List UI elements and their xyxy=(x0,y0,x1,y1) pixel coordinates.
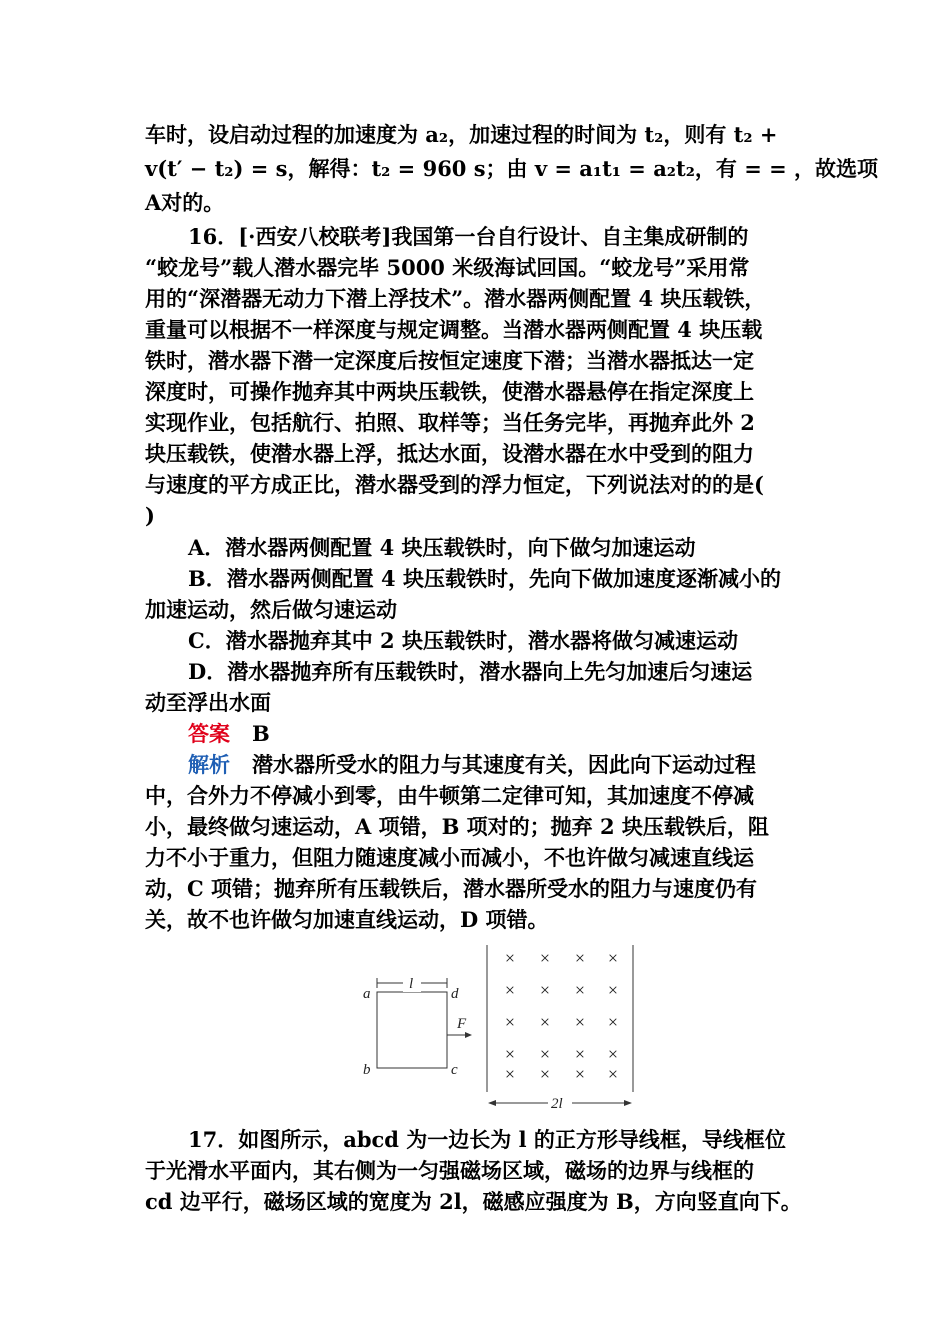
label-2l: 2l xyxy=(551,1096,563,1112)
question-16-line: 铁时，潜水器下潜一定深度后按恒定速度下潜；当潜水器抵达一定 xyxy=(145,348,754,373)
field-cross: × xyxy=(504,980,516,1000)
field-cross: × xyxy=(574,948,586,968)
analysis-line: 动，C 项错；抛弃所有压载铁后，潜水器所受水的阻力与速度仍有 xyxy=(145,876,758,901)
option-b-cont: 加速运动，然后做匀速运动 xyxy=(145,597,397,622)
field-cross: × xyxy=(539,1044,551,1064)
field-cross: × xyxy=(574,1064,586,1084)
label-a: a xyxy=(363,986,371,1002)
question-17-line: 于光滑水平面内，其右侧为一匀强磁场区域，磁场的边界与线框的 xyxy=(145,1158,754,1183)
field-cross: × xyxy=(607,980,619,1000)
para-line: A对的。 xyxy=(145,190,225,215)
analysis-line: 小，最终做匀速运动，A 项错，B 项对的；抛弃 2 块压载铁后，阻 xyxy=(145,814,769,839)
label-l: l xyxy=(409,976,414,992)
label-b: b xyxy=(363,1062,371,1078)
field-cross: × xyxy=(504,1044,516,1064)
question-16-line: ) xyxy=(145,503,155,528)
magnetic-field-diagram xyxy=(355,940,655,1120)
field-cross: × xyxy=(574,1012,586,1032)
answer-label: 答案 xyxy=(188,721,230,746)
para-line: v(t′ − t₂) = s，解得：t₂ = 960 s；由 v = a₁t₁ = a₂t₂，有 = = ，故选项 xyxy=(145,156,879,181)
question-16-line: “蛟龙号”载人潜水器完毕 5000 米级海试回国。“蛟龙号”采用常 xyxy=(145,255,750,280)
field-cross: × xyxy=(574,1044,586,1064)
question-16-line: 重量可以根据不一样深度与规定调整。当潜水器两侧配置 4 块压载 xyxy=(145,317,763,342)
field-cross: × xyxy=(539,1064,551,1084)
question-16-line: 块压载铁，使潜水器上浮，抵达水面，设潜水器在水中受到的阻力 xyxy=(145,441,754,466)
field-cross: × xyxy=(504,948,516,968)
question-16-line: 16．[·西安八校联考]我国第一台自行设计、自主集成研制的 xyxy=(188,224,749,249)
label-d: d xyxy=(451,986,459,1002)
question-16-line: 与速度的平方成正比，潜水器受到的浮力恒定，下列说法对的的是( xyxy=(145,472,764,497)
analysis-line: 关，故不也许做匀加速直线运动，D 项错。 xyxy=(145,907,549,932)
analysis-label: 解析 xyxy=(188,752,230,777)
field-cross: × xyxy=(539,948,551,968)
label-c: c xyxy=(451,1062,458,1078)
field-cross: × xyxy=(504,1064,516,1084)
answer-value: B xyxy=(251,721,270,746)
option-b: B．潜水器两侧配置 4 块压载铁时，先向下做加速度逐渐减小的 xyxy=(188,566,781,591)
analysis-line: 中，合外力不停减小到零，由牛顿第二定律可知，其加速度不停减 xyxy=(145,783,754,808)
question-16-line: 用的“深潜器无动力下潜上浮技术”。潜水器两侧配置 4 块压载铁， xyxy=(145,286,766,311)
question-16-line: 实现作业，包括航行、拍照、取样等；当任务完毕，再抛弃此外 2 xyxy=(145,410,755,435)
analysis-line xyxy=(188,750,815,780)
label-F: F xyxy=(457,1016,467,1032)
wire-frame xyxy=(377,992,447,1068)
field-cross: × xyxy=(574,980,586,1000)
field-cross: × xyxy=(539,980,551,1000)
field-cross: × xyxy=(607,1064,619,1084)
field-cross: × xyxy=(607,1012,619,1032)
analysis-line: 力不小于重力，但阻力随速度减小而减小，不也许做匀减速直线运 xyxy=(145,845,754,870)
field-cross: × xyxy=(539,1012,551,1032)
field-cross: × xyxy=(607,1044,619,1064)
field-crosses xyxy=(505,948,618,1084)
option-d: D．潜水器抛弃所有压载铁时，潜水器向上先匀加速后匀速运 xyxy=(188,659,753,684)
option-c: C．潜水器抛弃其中 2 块压载铁时，潜水器将做匀减速运动 xyxy=(188,628,738,653)
option-a: A．潜水器两侧配置 4 块压载铁时，向下做匀加速运动 xyxy=(188,535,696,560)
field-cross: × xyxy=(504,1012,516,1032)
question-17-line: cd 边平行，磁场区域的宽度为 2l，磁感应强度为 B，方向竖直向下。 xyxy=(145,1189,802,1214)
option-d-cont: 动至浮出水面 xyxy=(145,690,271,715)
answer-line xyxy=(188,719,815,749)
question-16-line: 深度时，可操作抛弃其中两块压载铁，使潜水器悬停在指定深度上 xyxy=(145,379,754,404)
para-line: 车时，设启动过程的加速度为 a₂，加速过程的时间为 t₂，则有 t₂ + xyxy=(145,122,778,147)
question-17-line: 17．如图所示，abcd 为一边长为 l 的正方形导线框，导线框位 xyxy=(188,1127,786,1152)
field-cross: × xyxy=(607,948,619,968)
analysis-text: 潜水器所受水的阻力与其速度有关，因此向下运动过程 xyxy=(251,752,756,777)
